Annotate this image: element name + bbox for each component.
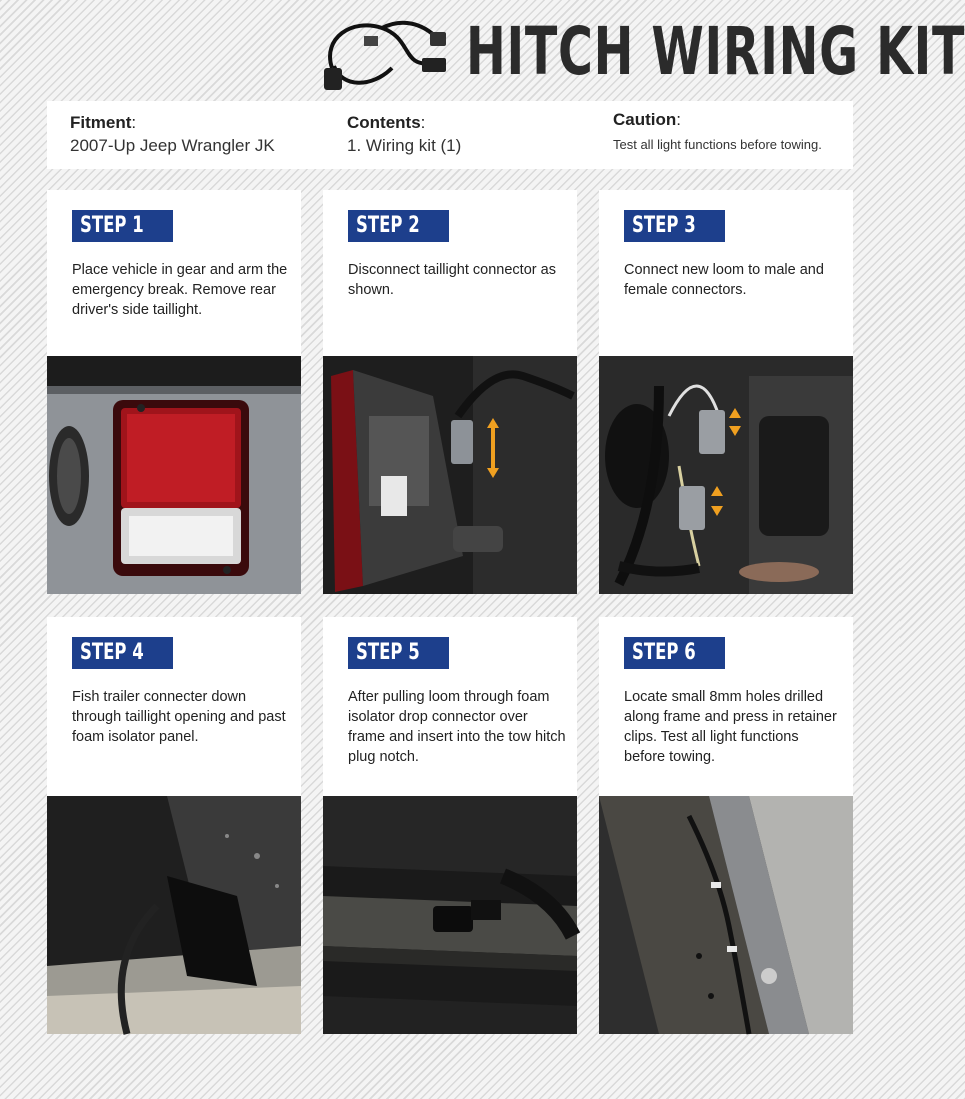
step-description: Locate small 8mm holes drilled along frame and press in retainer clips. Test all light functions before towing.	[624, 689, 837, 765]
fitment-block: Fitment: 2007-Up Jeep Wrangler JK	[70, 113, 275, 155]
contents-block: Contents: 1. Wiring kit (1)	[347, 113, 462, 155]
step-card-4	[47, 617, 301, 1034]
info-panel	[47, 101, 853, 169]
step-card-2	[323, 190, 577, 594]
foam-isolator-photo	[47, 796, 301, 1034]
fitment-value: 2007-Up Jeep Wrangler JK	[70, 136, 275, 155]
step-description: After pulling loom through foam isolator drop connector over frame and insert into the tow hitch plug notch.	[348, 689, 566, 765]
step-badge: STEP 3	[624, 210, 725, 242]
wiring-harness-image	[312, 8, 452, 98]
step-description: Place vehicle in gear and arm the emergency break. Remove rear driver's side taillight.	[72, 262, 288, 318]
caution-value: Test all light functions before towing.	[613, 137, 822, 152]
step-card-3	[599, 190, 853, 594]
step-badge: STEP 6	[624, 637, 725, 669]
step-card-5	[323, 617, 577, 1034]
caution-block: Caution: Test all light functions before towing.	[613, 110, 822, 152]
frame-clips-photo	[599, 796, 853, 1034]
jeep-taillight-photo	[47, 356, 301, 594]
step-badge: STEP 1	[72, 210, 173, 242]
contents-value: 1. Wiring kit (1)	[347, 136, 462, 155]
step-badge: STEP 4	[72, 637, 173, 669]
step-badge: STEP 5	[348, 637, 449, 669]
step-description: Fish trailer connecter down through taillight opening and past foam isolator panel.	[72, 689, 286, 745]
loom-connectors-photo	[599, 356, 853, 594]
hitch-plug-photo	[323, 796, 577, 1034]
step-description: Connect new loom to male and female connectors.	[624, 262, 824, 298]
fitment-label: Fitment	[70, 113, 132, 132]
taillight-connector-photo	[323, 356, 577, 594]
contents-label: Contents	[347, 113, 421, 132]
step-description: Disconnect taillight connector as shown.	[348, 262, 556, 298]
page-title: HITCH WIRING KIT	[466, 13, 965, 90]
step-badge: STEP 2	[348, 210, 449, 242]
step-card-1	[47, 190, 301, 594]
step-card-6	[599, 617, 853, 1034]
caution-label: Caution	[613, 110, 677, 129]
